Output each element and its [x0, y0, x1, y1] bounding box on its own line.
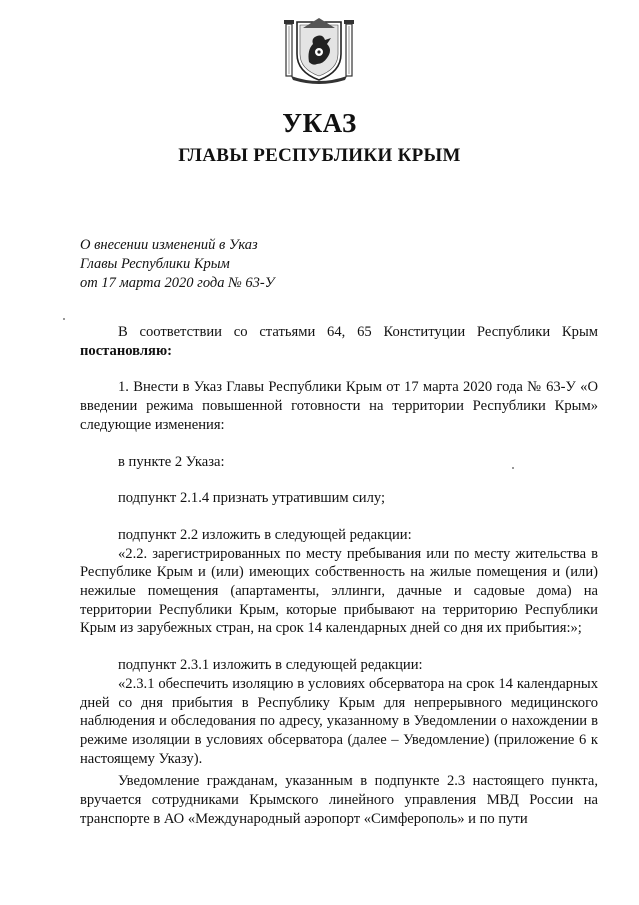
document-subject — [80, 236, 275, 293]
subpoint-2-1-4-paragraph: подпункт 2.1.4 признать утратившим силу; — [118, 490, 386, 507]
scan-speck — [512, 467, 514, 469]
document-subtitle: ГЛАВЫ РЕСПУБЛИКИ КРЫМ — [178, 145, 461, 166]
subpoint-2-2-intro: подпункт 2.2 изложить в следующей редакции: — [118, 526, 412, 543]
document-body — [80, 323, 598, 828]
document-title: УКАЗ — [282, 108, 357, 138]
subpoint-2-2-text: «2.2. зарегистрированных по месту пребывания или по месту жительства в Республике Крым и (или) имеющих собственность на жилые помещения и (или) нежилые помещения (апартаменты, эллинги, дачные и садовые дома) на территории Республики Крым, которые прибывают на территорию Республики Крым из зарубежных стран, на срок 14 календарных дней со дня их прибытия:»; — [80, 545, 598, 637]
preamble-paragraph — [80, 323, 598, 360]
item-1-paragraph: 1. Внести в Указ Главы Республики Крым от 17 марта 2020 года № 63-У «О введении режима повышенной готовности на территории Республики Крым» следующие изменения: — [80, 379, 598, 433]
preamble-text: В соответствии со статьями 64, 65 Конституции Республики Крым — [118, 324, 598, 340]
notice-paragraph: Уведомление гражданам, указанным в подпункте 2.3 настоящего пункта, вручается сотрудниками Крымского линейного управления МВД России на транспорте в АО «Международный аэропорт «Симферополь» и по пути — [80, 773, 598, 827]
scan-speck — [63, 318, 65, 320]
subject-line-2: Главы Республики Крым — [80, 256, 230, 272]
subpoint-2-3-1-text: «2.3.1 обеспечить изоляцию в условиях обсерватора на срок 14 календарных дней со дня прибытия в Республику Крым для непрерывного медицинского наблюдения и обследования по адресу, указанному в Уведомлении о нахождении в режиме изоляции в условиях обсерватора (далее – Уведомление) (приложение 6 к настоящему Указу). — [80, 675, 598, 767]
crimea-coat-of-arms-icon — [283, 14, 355, 84]
point-2-paragraph: в пункте 2 Указа: — [118, 453, 225, 470]
decree-word: постановляю: — [80, 342, 172, 359]
subpoint-2-3-1-intro: подпункт 2.3.1 изложить в следующей редакции: — [118, 657, 423, 674]
subject-line-1: О внесении изменений в Указ — [80, 237, 258, 253]
subject-line-3: от 17 марта 2020 года № 63-У — [80, 275, 275, 291]
